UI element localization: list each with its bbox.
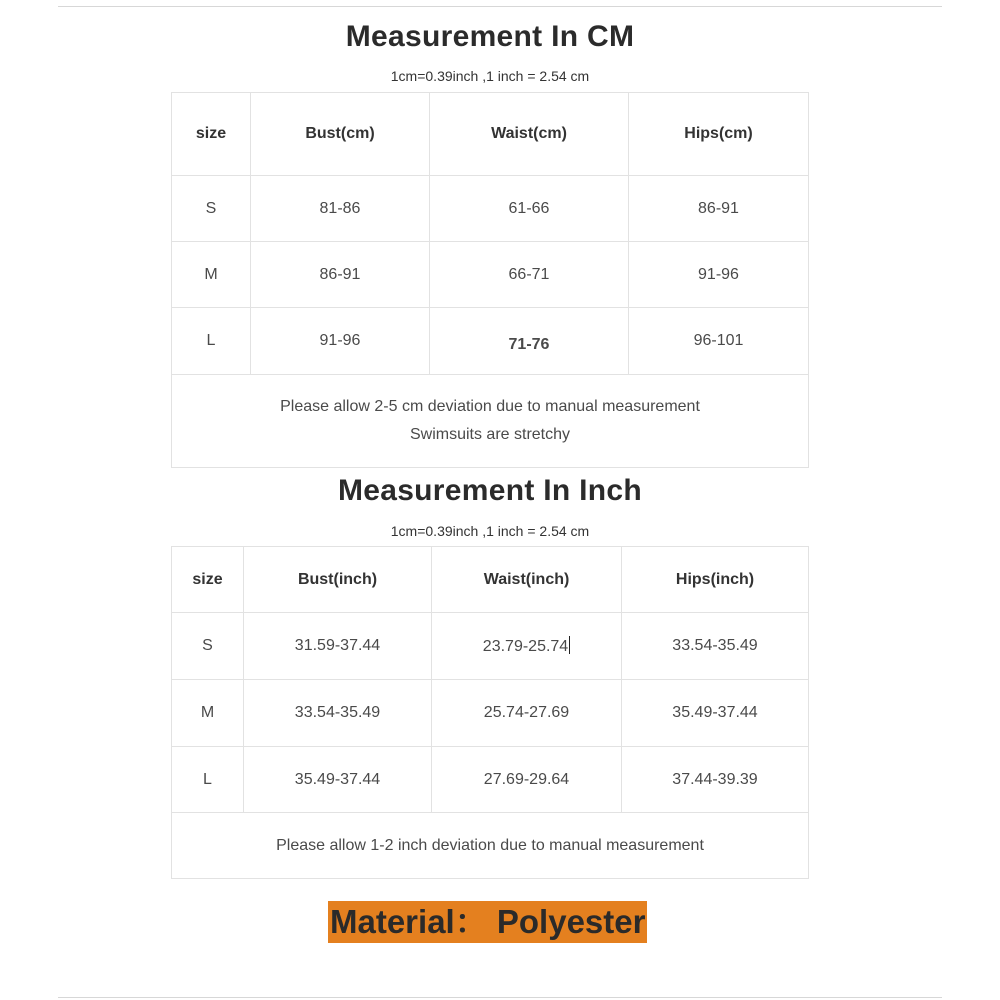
text-cursor [569, 636, 570, 654]
waist-cell: 71-76 [430, 308, 629, 375]
top-divider [58, 6, 942, 7]
hips-cell: 37.44-39.39 [622, 747, 809, 813]
size-cell: M [172, 680, 244, 747]
table-note-row [172, 813, 809, 879]
waist-cell-text: 23.79-25.74 [482, 638, 569, 655]
hips-cell: 33.54-35.49 [622, 613, 809, 680]
waist-cell: 27.69-29.64 [432, 747, 622, 813]
waist-cell: 61-66 [430, 176, 629, 242]
size-cell: S [172, 613, 244, 680]
bust-cell: 33.54-35.49 [244, 680, 432, 747]
header-bust: Bust(inch) [244, 547, 432, 613]
table-note-row [172, 375, 809, 468]
header-waist: Waist(inch) [432, 547, 622, 613]
size-cell: S [172, 176, 251, 242]
header-size: size [172, 93, 251, 176]
cm-conversion-note: 1cm=0.39inch ,1 inch = 2.54 cm [390, 68, 590, 84]
size-cell: L [172, 308, 251, 375]
inch-section-title: Measurement In Inch [337, 474, 643, 507]
header-hips: Hips(inch) [622, 547, 809, 613]
inch-size-table [171, 546, 809, 879]
size-cell: L [172, 747, 244, 813]
header-hips: Hips(cm) [629, 93, 809, 176]
deviation-note: Please allow 1-2 inch deviation due to manual measurement [172, 813, 809, 879]
waist-cell[interactable] [432, 613, 622, 680]
stretch-note-line: Swimsuits are stretchy [409, 426, 571, 443]
table-row [172, 613, 809, 680]
table-header-row [172, 93, 809, 176]
hips-cell: 86-91 [629, 176, 809, 242]
hips-cell: 91-96 [629, 242, 809, 308]
table-row [172, 680, 809, 747]
hips-cell: 35.49-37.44 [622, 680, 809, 747]
inch-conversion-note: 1cm=0.39inch ,1 inch = 2.54 cm [390, 523, 590, 539]
table-header-row [172, 547, 809, 613]
header-bust: Bust(cm) [251, 93, 430, 176]
waist-cell: 66-71 [430, 242, 629, 308]
bust-cell: 31.59-37.44 [244, 613, 432, 680]
header-waist: Waist(cm) [430, 93, 629, 176]
hips-cell: 96-101 [629, 308, 809, 375]
header-size: size [172, 547, 244, 613]
cm-size-table [171, 92, 809, 468]
bust-cell: 86-91 [251, 242, 430, 308]
material-label: Material： Polyester [328, 901, 647, 943]
table-row [172, 747, 809, 813]
bust-cell: 81-86 [251, 176, 430, 242]
deviation-note [172, 375, 809, 468]
size-cell: M [172, 242, 251, 308]
bottom-divider [58, 997, 942, 998]
table-row [172, 242, 809, 308]
table-row [172, 308, 809, 375]
table-row [172, 176, 809, 242]
bust-cell: 91-96 [251, 308, 430, 375]
cm-section-title: Measurement In CM [345, 20, 635, 53]
bust-cell: 35.49-37.44 [244, 747, 432, 813]
waist-cell: 25.74-27.69 [432, 680, 622, 747]
deviation-note-line: Please allow 2-5 cm deviation due to manual measurement [280, 398, 700, 415]
